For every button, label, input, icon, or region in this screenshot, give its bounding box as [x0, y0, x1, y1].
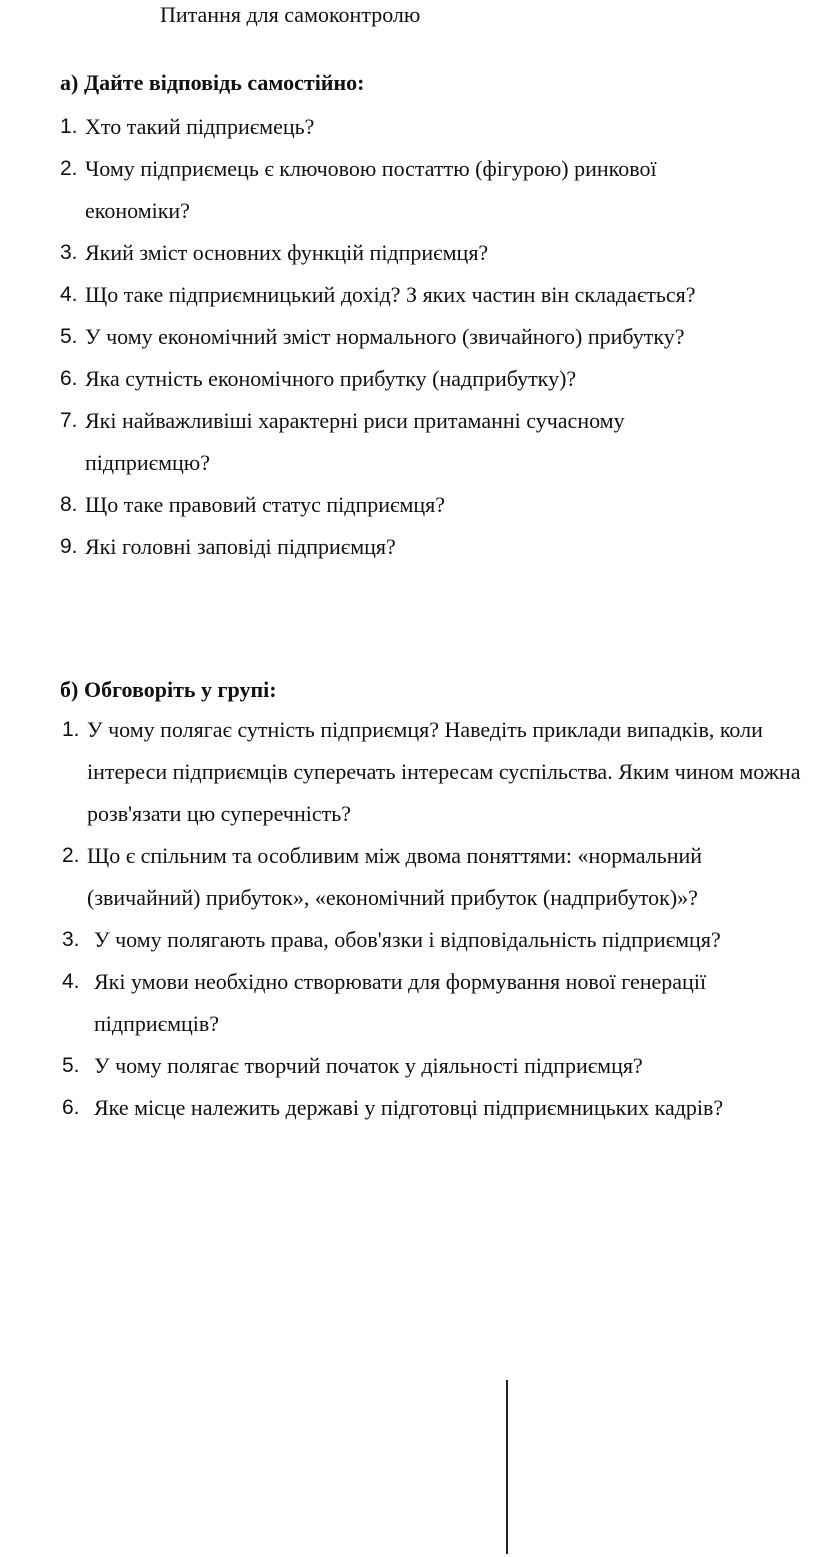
question-b-5 — [62, 1045, 807, 1087]
page-title: Питання для самоконтролю — [160, 2, 421, 27]
question-text: Що таке підприємницький дохід? З яких частин він складається? — [85, 282, 696, 307]
question-text: Який зміст основних функцій підприємця? — [85, 240, 489, 265]
question-a-4 — [60, 274, 800, 316]
question-text: Що є спільним та особливим між двома поняттями: «нормальний (звичайний) прибуток», «економічний прибуток (надприбуток)»? — [87, 843, 703, 910]
section-a-heading-text: Дайте відповідь самостійно: — [84, 70, 365, 95]
question-text: У чому полягає творчий початок у діяльності підприємця? — [94, 1053, 643, 1078]
question-a-8 — [60, 484, 800, 526]
vertical-rule — [506, 1380, 508, 1554]
question-a-9 — [60, 526, 800, 568]
question-number: 2. — [62, 844, 80, 867]
question-number: 5. — [62, 1054, 80, 1077]
question-number: 6. — [60, 367, 78, 390]
section-b-heading — [60, 675, 277, 705]
question-number: 7. — [60, 409, 78, 432]
question-text: Яке місце належить державі у підготовці підприємницьких кадрів? — [94, 1095, 724, 1120]
question-text: Які найважливіші характерні риси притаманні сучасному підприємцю? — [85, 408, 625, 475]
section-b-heading-text: Обговоріть у групі: — [84, 677, 277, 702]
question-a-7 — [60, 400, 720, 484]
section-a-heading — [60, 68, 364, 98]
question-text: Які умови необхідно створювати для формування нової генерації підприємців? — [94, 969, 707, 1036]
question-number: 3. — [62, 928, 80, 951]
section-a-letter: а) — [60, 70, 79, 95]
question-b-2 — [62, 835, 797, 919]
question-a-6 — [60, 358, 800, 400]
question-b-3 — [62, 919, 807, 961]
question-number: 4. — [62, 970, 80, 993]
question-b-1 — [62, 709, 807, 835]
question-number: 3. — [60, 241, 78, 264]
question-text: Хто такий підприємець? — [85, 114, 315, 139]
question-text: Які головні заповіді підприємця? — [85, 534, 396, 559]
question-b-4 — [62, 961, 807, 1045]
question-text: У чому полягають права, обов'язки і відповідальність підприємця? — [94, 927, 721, 952]
question-text: Чому підприємець є ключовою постаттю (фігурою) ринкової економіки? — [85, 156, 657, 223]
question-number: 5. — [60, 325, 78, 348]
question-a-2 — [60, 148, 760, 232]
question-text: У чому економічний зміст нормального (звичайного) прибутку? — [85, 324, 685, 349]
question-a-3 — [60, 232, 760, 274]
question-number: 2. — [60, 157, 78, 180]
question-number: 4. — [60, 283, 78, 306]
question-number: 6. — [62, 1096, 80, 1119]
question-a-5 — [60, 316, 800, 358]
question-number: 1. — [62, 718, 80, 741]
question-text: У чому полягає сутність підприємця? Наведіть приклади випадків, коли інтереси підприємців суперечать інтересам суспільства. Яким чином можна розв'язати цю суперечність? — [87, 717, 801, 826]
question-b-6 — [62, 1087, 812, 1129]
question-number: 9. — [60, 535, 78, 558]
question-text: Що таке правовий статус підприємця? — [85, 492, 446, 517]
question-a-1 — [60, 106, 760, 148]
question-number: 1. — [60, 115, 78, 138]
question-text: Яка сутність економічного прибутку (надприбутку)? — [85, 366, 577, 391]
question-number: 8. — [60, 493, 78, 516]
section-b-letter: б) — [60, 677, 79, 702]
